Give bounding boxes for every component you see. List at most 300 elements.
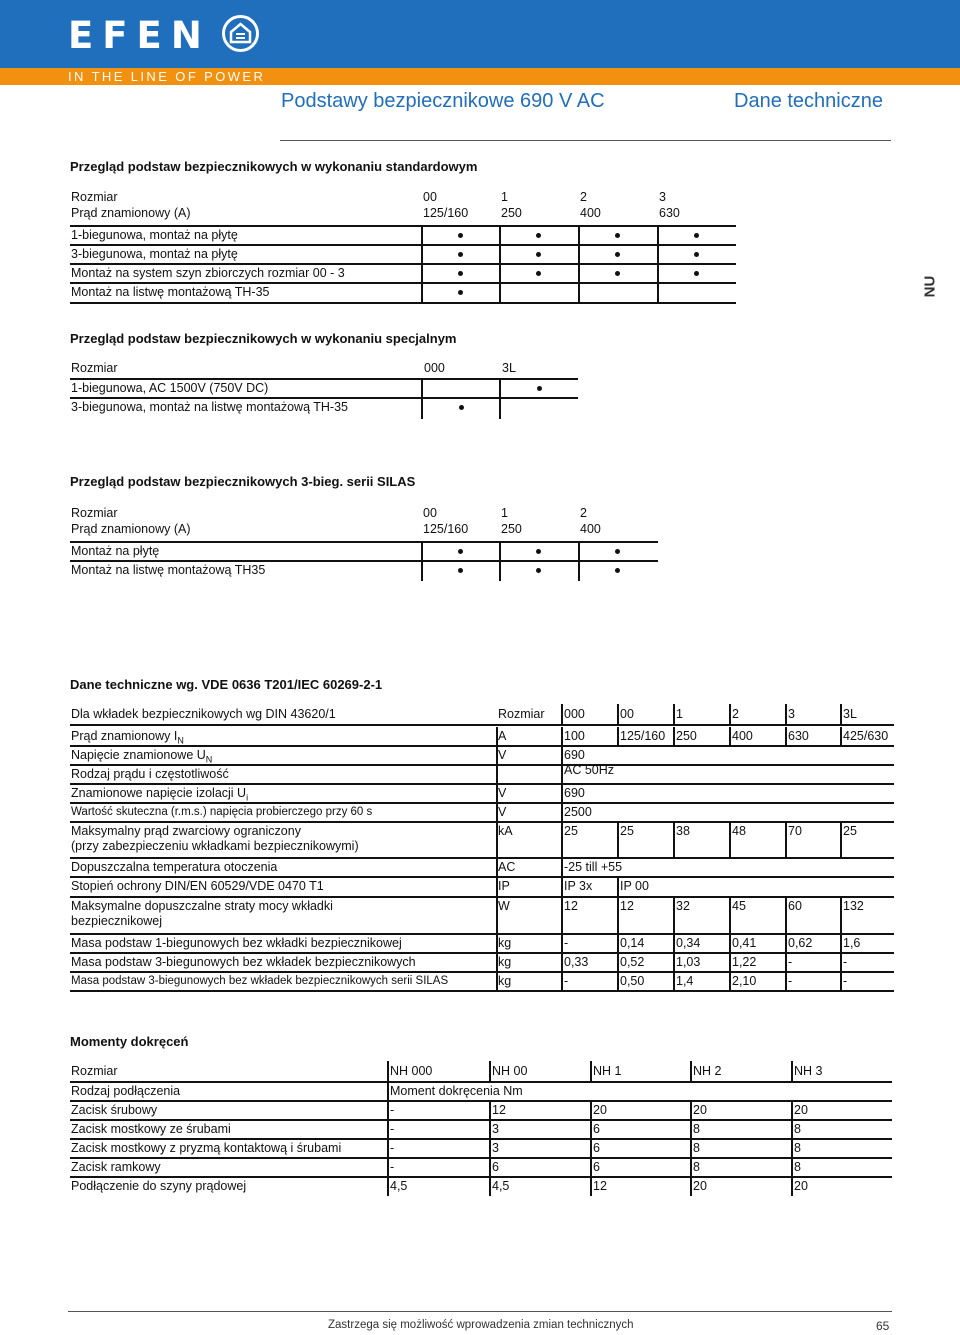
column-divider	[791, 1101, 793, 1120]
table-row-label: 3-biegunowa, montaż na listwę montażową TH-35	[71, 400, 348, 414]
column-divider	[561, 822, 563, 858]
table-rule	[70, 378, 578, 380]
torque-row-value: 20	[693, 1179, 707, 1193]
footer-divider	[68, 1311, 892, 1312]
size-header-label: Rozmiar	[71, 190, 118, 204]
column-divider	[561, 934, 563, 953]
availability-dot-icon	[536, 549, 541, 554]
column-divider	[785, 727, 787, 746]
tech-row-label tb: Maksymalne dopuszczalne straty mocy wkładki	[71, 899, 333, 913]
standard-table-title: Przegląd podstaw bezpiecznikowych w wykonaniu standardowym	[70, 159, 478, 174]
current-header: 400	[580, 522, 601, 536]
column-divider	[489, 1177, 491, 1196]
current-header: 630	[659, 206, 680, 220]
header-divider	[280, 140, 891, 141]
availability-dot-icon	[615, 233, 620, 238]
tech-row-value: 0,41	[732, 936, 757, 950]
size-header: 1	[501, 190, 508, 204]
column-divider	[561, 897, 563, 934]
torque-row-value: 8	[693, 1160, 700, 1174]
column-divider	[590, 1158, 592, 1177]
availability-dot-icon	[536, 252, 541, 257]
torque-row-label tb: Zacisk mostkowy ze śrubami	[71, 1122, 231, 1136]
table-rule	[70, 876, 894, 878]
tech-row-value: 630	[788, 729, 809, 743]
column-divider	[840, 704, 842, 724]
tech-row-value: 100	[564, 729, 585, 743]
table-rule	[70, 821, 894, 823]
tech-row-value: 425/630	[843, 729, 889, 743]
torque-row-value: 20	[794, 1103, 808, 1117]
table-row-label: 1-biegunowa, AC 1500V (750V DC)	[71, 381, 269, 395]
tech-row-value: 70	[788, 824, 802, 838]
column-divider	[673, 897, 675, 934]
availability-dot-icon	[458, 233, 463, 238]
tech-row-label tb: Masa podstaw 3-biegunowych bez wkładek bezpiecznikowych serii SILAS	[71, 975, 449, 987]
tech-row-unit: kA	[498, 824, 513, 838]
column-divider	[791, 1139, 793, 1158]
tech-row-value: 0,52	[620, 955, 645, 969]
column-divider	[489, 1101, 491, 1120]
tech-row-value: 25	[620, 824, 634, 838]
column-divider	[489, 1061, 491, 1081]
subscript: N	[205, 754, 213, 765]
column-divider	[489, 1139, 491, 1158]
availability-dot-icon	[458, 271, 463, 276]
tech-header-unit tb: Rozmiar	[498, 707, 545, 721]
size-header tb: NH 3	[794, 1064, 823, 1078]
tech-row-value: 132	[843, 899, 864, 913]
table-rule	[70, 764, 894, 766]
table-rule	[70, 802, 894, 804]
column-divider	[561, 727, 563, 746]
column-divider	[791, 1177, 793, 1196]
tech-row-value: 125/160	[620, 729, 666, 743]
column-divider	[561, 704, 563, 724]
torque-row-value: -	[390, 1160, 395, 1174]
availability-dot-icon	[536, 233, 541, 238]
tech-row-unit: kg	[498, 974, 512, 988]
tech-row-label tb: Prąd znamionowy $I_N$	[71, 729, 184, 746]
column-divider	[690, 1120, 692, 1139]
availability-dot-icon	[694, 252, 699, 257]
current-header: 400	[580, 206, 601, 220]
table-rule	[70, 282, 736, 284]
tech-table-title: Dane techniczne wg. VDE 0636 T201/IEC 60269-2-1	[70, 677, 383, 692]
size-header tb: NH 2	[693, 1064, 722, 1078]
tech-row-value: 1,6	[843, 936, 861, 950]
availability-dot-icon	[615, 549, 620, 554]
side-tab	[919, 272, 955, 302]
tech-row-value: 0,34	[676, 936, 701, 950]
current-header-label: Prąd znamionowy (A)	[71, 206, 191, 220]
tech-row-unit: AC	[498, 860, 516, 874]
column-divider	[617, 822, 619, 858]
tech-row-label tb: Masa podstaw 1-biegunowych bez wkładki bezpiecznikowej	[71, 936, 402, 950]
table-rule	[70, 397, 578, 399]
availability-dot-icon	[458, 549, 463, 554]
table-rule	[70, 1138, 892, 1140]
tech-row-value: 12	[620, 899, 634, 913]
tech-row-label tb: Znamionowe napięcie izolacji $U_i$	[71, 786, 249, 803]
column-divider	[673, 972, 675, 991]
column-divider	[690, 1101, 692, 1120]
size-header tb: 3	[788, 707, 795, 721]
column-divider	[840, 934, 842, 953]
size-header tb: 00	[620, 707, 634, 721]
column-divider	[729, 972, 731, 991]
size-header: 000	[424, 361, 445, 375]
tech-row-value: -	[843, 974, 848, 988]
tech-row-label tb: Napięcie znamionowe $U_N$	[71, 748, 213, 765]
column-divider	[690, 1158, 692, 1177]
tech-row-value: -25 till +55	[564, 860, 623, 874]
current-header: 125/160	[423, 206, 469, 220]
torque-row-value: 6	[593, 1141, 600, 1155]
column-divider	[496, 822, 498, 858]
table-rule	[70, 745, 894, 747]
tech-row-value: IP 3x	[564, 879, 593, 893]
page-number: 65	[876, 1319, 890, 1333]
column-divider	[496, 897, 498, 934]
column-divider	[590, 1120, 592, 1139]
torque-row-value: 3	[492, 1141, 499, 1155]
tech-row-value: 48	[732, 824, 746, 838]
column-divider	[729, 822, 731, 858]
column-divider	[729, 897, 731, 934]
current-header: 250	[501, 206, 522, 220]
column-divider	[561, 765, 563, 784]
tech-row-label tb: bezpiecznikowej	[71, 914, 163, 928]
column-divider	[561, 858, 563, 877]
column-divider	[387, 1081, 389, 1101]
column-divider	[496, 953, 498, 972]
tech-row-unit: IP	[498, 879, 510, 893]
column-divider	[590, 1139, 592, 1158]
tech-row-value: 45	[732, 899, 746, 913]
size-header: 00	[423, 190, 437, 204]
table-rule	[70, 724, 894, 726]
table-rule	[70, 783, 894, 785]
special-table-title: Przegląd podstaw bezpiecznikowych w wykonaniu specjalnym	[70, 331, 457, 346]
torque-row-value: 4,5	[390, 1179, 408, 1193]
torque-row-value: 3	[492, 1122, 499, 1136]
column-divider	[785, 934, 787, 953]
tech-row-unit: W	[498, 899, 510, 913]
column-divider	[561, 784, 563, 803]
column-divider	[729, 704, 731, 724]
table-row-label: 3-biegunowa, montaż na płytę	[71, 247, 238, 261]
subscript: i	[246, 792, 249, 803]
size-header-label: Rozmiar	[71, 506, 118, 520]
column-divider	[496, 784, 498, 803]
torque-row-value: 6	[593, 1122, 600, 1136]
column-divider	[561, 746, 563, 765]
tech-row-value: -	[788, 955, 793, 969]
table-row-label: 1-biegunowa, montaż na płytę	[71, 228, 238, 242]
tech-row-label tb: Rodzaj prądu i częstotliwość	[71, 767, 229, 781]
size-header tb: 2	[732, 707, 739, 721]
torque-row-value: -	[390, 1103, 395, 1117]
size-header-label tb: Rozmiar	[71, 1064, 118, 1078]
column-divider	[785, 897, 787, 934]
torque-row-value: 4,5	[492, 1179, 510, 1193]
column-divider	[791, 1061, 793, 1081]
tech-header-label tb: Dla wkładek bezpiecznikowych wg DIN 43620/1	[71, 707, 336, 721]
table-row-label: Montaż na system szyn zbiorczych rozmiar 00 - 3	[71, 266, 345, 280]
table-row-label: Montaż na listwę montażową TH35	[71, 563, 266, 577]
column-divider	[496, 877, 498, 897]
size-header: 3L	[502, 361, 516, 375]
column-divider	[387, 1177, 389, 1196]
tech-row-label tb: (przy zabezpieczeniu wkładkami bezpiecznikowymi)	[71, 839, 359, 853]
torque-row-value: 20	[693, 1103, 707, 1117]
table-rule	[70, 225, 736, 227]
brand-logo-mark-icon	[222, 15, 259, 52]
size-header tb: 1	[676, 707, 683, 721]
table-row-label: Montaż na płytę	[71, 544, 160, 558]
column-divider	[617, 972, 619, 991]
table-rule	[70, 263, 736, 265]
size-header: 00	[423, 506, 437, 520]
availability-dot-icon	[536, 271, 541, 276]
side-tab-label: NU	[921, 275, 939, 298]
tech-row-unit: A	[498, 729, 507, 743]
column-divider	[590, 1101, 592, 1120]
table-rule	[70, 990, 894, 992]
column-divider	[617, 934, 619, 953]
size-header tb: NH 00	[492, 1064, 528, 1078]
column-divider	[496, 972, 498, 991]
column-divider	[840, 897, 842, 934]
column-divider	[673, 953, 675, 972]
column-divider	[690, 1061, 692, 1081]
current-header-label: Prąd znamionowy (A)	[71, 522, 191, 536]
table-rule	[70, 952, 894, 954]
column-divider	[785, 822, 787, 858]
column-divider	[690, 1139, 692, 1158]
column-divider	[729, 934, 731, 953]
tech-row-unit: V	[498, 805, 507, 819]
table-rule	[70, 1157, 892, 1159]
column-divider	[496, 765, 498, 784]
column-divider	[561, 972, 563, 991]
size-header: 2	[580, 190, 587, 204]
tech-row-label tb: Masa podstaw 3-biegunowych bez wkładek bezpiecznikowych	[71, 955, 416, 969]
torque-row-value: 6	[593, 1160, 600, 1174]
table-rule	[70, 1081, 892, 1083]
torque-row-value: 8	[693, 1122, 700, 1136]
column-divider	[590, 1061, 592, 1081]
torque-row-label tb: Zacisk mostkowy z pryzmą kontaktową i śrubami	[71, 1141, 342, 1155]
tech-row-unit: kg	[498, 955, 512, 969]
table-rule	[70, 244, 736, 246]
tech-row-value: -	[788, 974, 793, 988]
column-divider	[729, 727, 731, 746]
column-divider	[840, 972, 842, 991]
size-header tb: NH 1	[593, 1064, 622, 1078]
torque-table-title: Momenty dokręceń	[70, 1034, 189, 1049]
column-divider	[387, 1101, 389, 1120]
size-header: 1	[501, 506, 508, 520]
torque-row-value: 8	[693, 1141, 700, 1155]
availability-dot-icon	[694, 233, 699, 238]
torque-row-value: 8	[794, 1160, 801, 1174]
column-divider	[673, 704, 675, 724]
table-rule	[70, 1119, 892, 1121]
column-divider	[840, 822, 842, 858]
tech-row-value: 60	[788, 899, 802, 913]
torque-row-value: 6	[492, 1160, 499, 1174]
table-rule	[70, 971, 894, 973]
column-divider	[496, 934, 498, 953]
availability-dot-icon	[694, 271, 699, 276]
column-divider	[785, 704, 787, 724]
column-divider	[785, 972, 787, 991]
torque-row-value: 20	[593, 1103, 607, 1117]
column-divider	[673, 822, 675, 858]
table-rule	[70, 1176, 892, 1178]
column-divider	[387, 1120, 389, 1139]
tech-row-value: 1,22	[732, 955, 757, 969]
tech-row-label tb: Maksymalny prąd zwarciowy ograniczony	[71, 824, 301, 838]
tech-row-value: 400	[732, 729, 753, 743]
tech-row-value: 250	[676, 729, 697, 743]
tech-row-value: 1,4	[676, 974, 694, 988]
tech-row-unit: kg	[498, 936, 512, 950]
column-divider	[590, 1177, 592, 1196]
tech-row-unit: V	[498, 786, 507, 800]
column-divider	[729, 953, 731, 972]
column-divider	[496, 746, 498, 765]
size-header: 3	[659, 190, 666, 204]
tech-row-value: -	[564, 974, 569, 988]
section-title: Dane techniczne	[734, 90, 883, 112]
column-divider	[791, 1158, 793, 1177]
torque-row-value: 20	[794, 1179, 808, 1193]
availability-dot-icon	[459, 405, 464, 410]
column-divider	[840, 953, 842, 972]
table-rule	[70, 933, 894, 935]
tech-row-label tb: Wartość skuteczna (r.m.s.) napięcia probierczego przy 60 s	[71, 806, 373, 818]
silas-table-title: Przegląd podstaw bezpiecznikowych 3-bieg. serii SILAS	[70, 474, 416, 489]
column-divider	[561, 953, 563, 972]
tech-row-value: 0,62	[788, 936, 813, 950]
connection-label tb: Rodzaj podłączenia	[71, 1084, 181, 1098]
subscript: N	[177, 735, 184, 746]
column-divider	[561, 803, 563, 822]
availability-dot-icon	[615, 252, 620, 257]
torque-row-value: 12	[593, 1179, 607, 1193]
availability-dot-icon	[615, 568, 620, 573]
column-divider	[617, 953, 619, 972]
page-title: Podstawy bezpiecznikowe 690 V AC	[281, 90, 605, 112]
tech-row-value: 32	[676, 899, 690, 913]
column-divider	[617, 704, 619, 724]
column-divider	[785, 953, 787, 972]
availability-dot-icon	[537, 386, 542, 391]
tech-row-label tb: Stopień ochrony DIN/EN 60529/VDE 0470 T1	[71, 879, 324, 893]
torque-row-label tb: Zacisk śrubowy	[71, 1103, 158, 1117]
tech-row-value: 25	[564, 824, 578, 838]
torque-row-value: -	[390, 1141, 395, 1155]
tech-row-value: IP 00	[620, 879, 649, 893]
torque-row-value: 8	[794, 1141, 801, 1155]
column-divider	[496, 858, 498, 877]
tech-row-value: 2,10	[732, 974, 757, 988]
current-header: 125/160	[423, 522, 469, 536]
column-divider	[617, 727, 619, 746]
column-divider	[690, 1177, 692, 1196]
column-divider	[561, 877, 563, 897]
table-rule	[70, 541, 658, 543]
column-divider	[489, 1158, 491, 1177]
connection-value: Moment dokręcenia Nm	[390, 1084, 523, 1098]
tech-row-label tb: Dopuszczalna temperatura otoczenia	[71, 860, 278, 874]
size-header tb: NH 000	[390, 1064, 433, 1078]
column-divider	[617, 897, 619, 934]
torque-row-label tb: Zacisk ramkowy	[71, 1160, 161, 1174]
availability-dot-icon	[458, 290, 463, 295]
size-header-label: Rozmiar	[71, 361, 118, 375]
column-divider	[489, 1120, 491, 1139]
tech-row-value: 1,03	[676, 955, 701, 969]
tech-row-value: 12	[564, 899, 578, 913]
column-divider	[496, 727, 498, 746]
availability-dot-icon	[458, 568, 463, 573]
size-header tb: 000	[564, 707, 585, 721]
table-row-label: Montaż na listwę montażową TH-35	[71, 285, 270, 299]
column-divider	[387, 1139, 389, 1158]
table-rule	[70, 560, 658, 562]
availability-dot-icon	[615, 271, 620, 276]
column-divider	[673, 934, 675, 953]
tech-row-value: 0,50	[620, 974, 645, 988]
availability-dot-icon	[458, 252, 463, 257]
column-divider	[387, 1158, 389, 1177]
table-rule	[70, 302, 736, 304]
current-header: 250	[501, 522, 522, 536]
column-divider	[673, 727, 675, 746]
tech-row-value: 0,14	[620, 936, 645, 950]
tagline: IN THE LINE OF POWER	[68, 69, 266, 84]
size-header: 2	[580, 506, 587, 520]
footer-note: Zastrzega się możliwość wprowadzenia zmian technicznych	[328, 1319, 634, 1331]
tech-row-value: AC 50Hz	[564, 763, 615, 777]
tech-row-value: -	[843, 955, 848, 969]
table-rule	[70, 1100, 892, 1102]
column-divider	[840, 727, 842, 746]
availability-dot-icon	[536, 568, 541, 573]
torque-row-value: -	[390, 1122, 395, 1136]
tech-row-unit: V	[498, 748, 507, 762]
column-divider	[499, 379, 501, 419]
brand-logo: EFEN	[68, 14, 211, 57]
column-divider	[617, 877, 619, 897]
tech-row-value: -	[564, 936, 569, 950]
torque-row-value: 8	[794, 1122, 801, 1136]
column-divider	[387, 1061, 389, 1081]
column-divider	[496, 803, 498, 822]
tech-row-value: 690	[564, 786, 585, 800]
table-rule	[70, 896, 894, 898]
table-rule	[70, 857, 894, 859]
tech-row-value: 2500	[564, 805, 592, 819]
torque-row-label tb: Podłączenie do szyny prądowej	[71, 1179, 247, 1193]
column-divider	[421, 379, 423, 419]
tech-row-value: 0,33	[564, 955, 589, 969]
tech-row-value: 38	[676, 824, 690, 838]
